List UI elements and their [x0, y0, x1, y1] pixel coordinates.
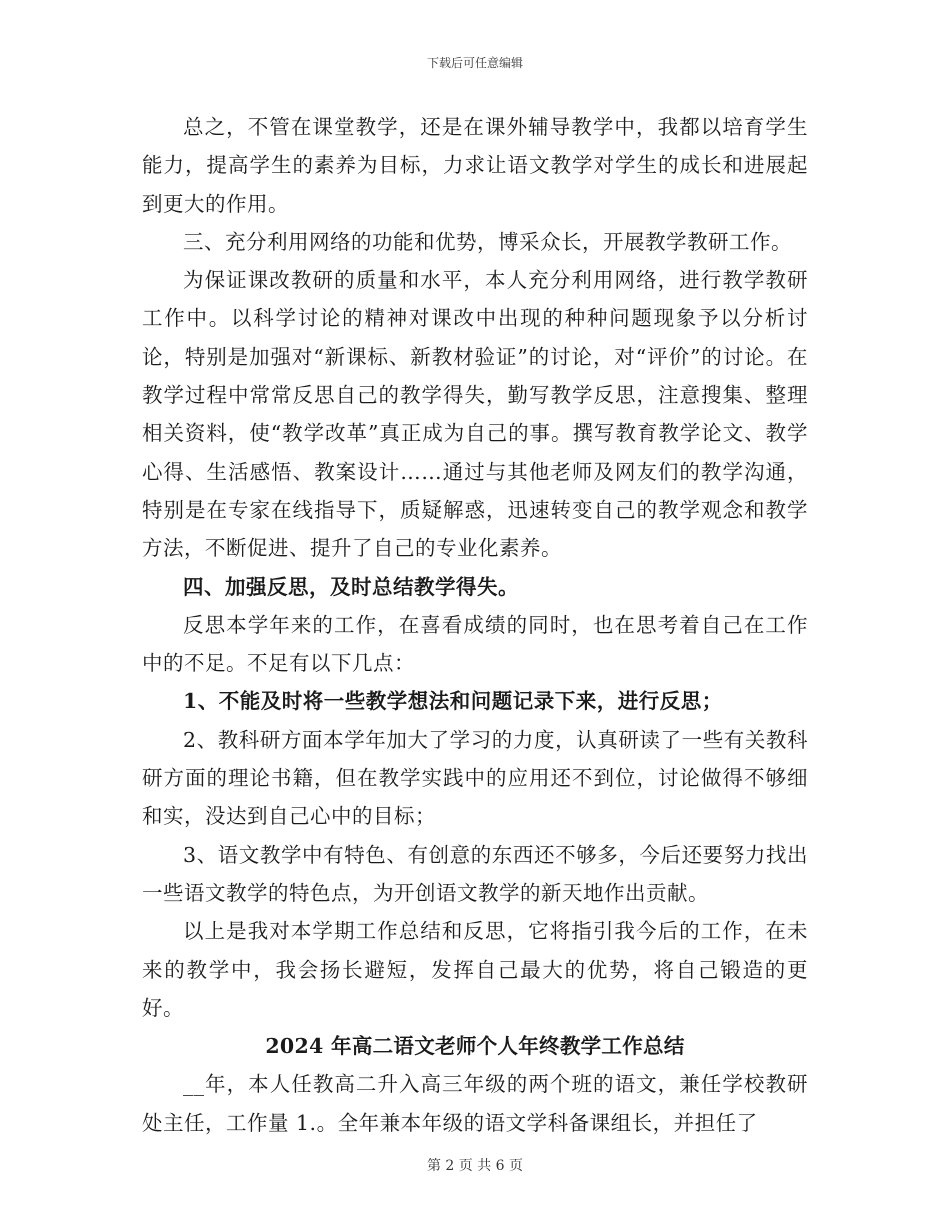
- paragraph-conclusion: 以上是我对本学期工作总结和反思，它将指引我今后的工作，在未来的教学中，我会扬长避短，发挥自己最大的优势，将自己锻造的更好。: [142, 919, 808, 1020]
- heading-section-three: 三、充分利用网络的功能和优势，博采众长，开展教学教研工作。: [183, 229, 792, 254]
- heading-section-four: 四、加强反思，及时总结教学得失。: [183, 574, 519, 599]
- paragraph-network-research: 为保证课改教研的质量和水平，本人充分利用网络，进行教学教研工作中。以科学讨论的精神对课改中出现的种种问题现象予以分析讨论，特别是加强对“新课标、新教材验证”的讨论，对“评价”的讨论。在教学过程中常常反思自己的教学得失，勤写教学反思，注意搜集、整理相关资料，使“教学改革”真正成为自己的事。撰写教育教学论文、教学心得、生活感悟、教案设计……通过与其他老师及网友们的教学沟通，特别是在专家在线指导下，质疑解惑，迅速转变自己的教学观念和教学方法，不断促进、提升了自己的专业化素养。: [142, 268, 808, 561]
- list-item-shortcoming-3: 3、语文教学中有特色、有创意的东西还不够多，今后还要努力找出一些语文教学的特色点，为开创语文教学的新天地作出贡献。: [142, 842, 808, 905]
- list-item-shortcoming-1: 1、不能及时将一些教学想法和问题记录下来，进行反思；: [183, 689, 723, 714]
- list-item-shortcoming-2: 2、教科研方面本学年加大了学习的力度，认真研读了一些有关教科研方面的理论书籍，但在教学实践中的应用还不到位，讨论做得不够细和实，没达到自己心中的目标；: [142, 727, 808, 829]
- paragraph-summary: 总之，不管在课堂教学，还是在课外辅导教学中，我都以培育学生能力，提高学生的素养为目标，力求让语文教学对学生的成长和进展起到更大的作用。: [142, 115, 808, 216]
- section-title: 2024 年高二语文老师个人年终教学工作总结: [265, 1034, 685, 1059]
- page-header: 下载后可任意编辑: [426, 56, 523, 70]
- page-footer: 第 2 页 共 6 页: [426, 1158, 524, 1174]
- document-body: [142, 108, 808, 1142]
- paragraph-intro: __年，本人任教高二升入高三年级的两个班的语文，兼任学校教研处主任，工作量 1.。全年兼本年级的语文学科备课组长，并担任了: [142, 1072, 808, 1135]
- paragraph-reflection: 反思本学年来的工作，在喜看成绩的同时，也在思考着自己在工作中的不足。不足有以下几点：: [142, 612, 808, 676]
